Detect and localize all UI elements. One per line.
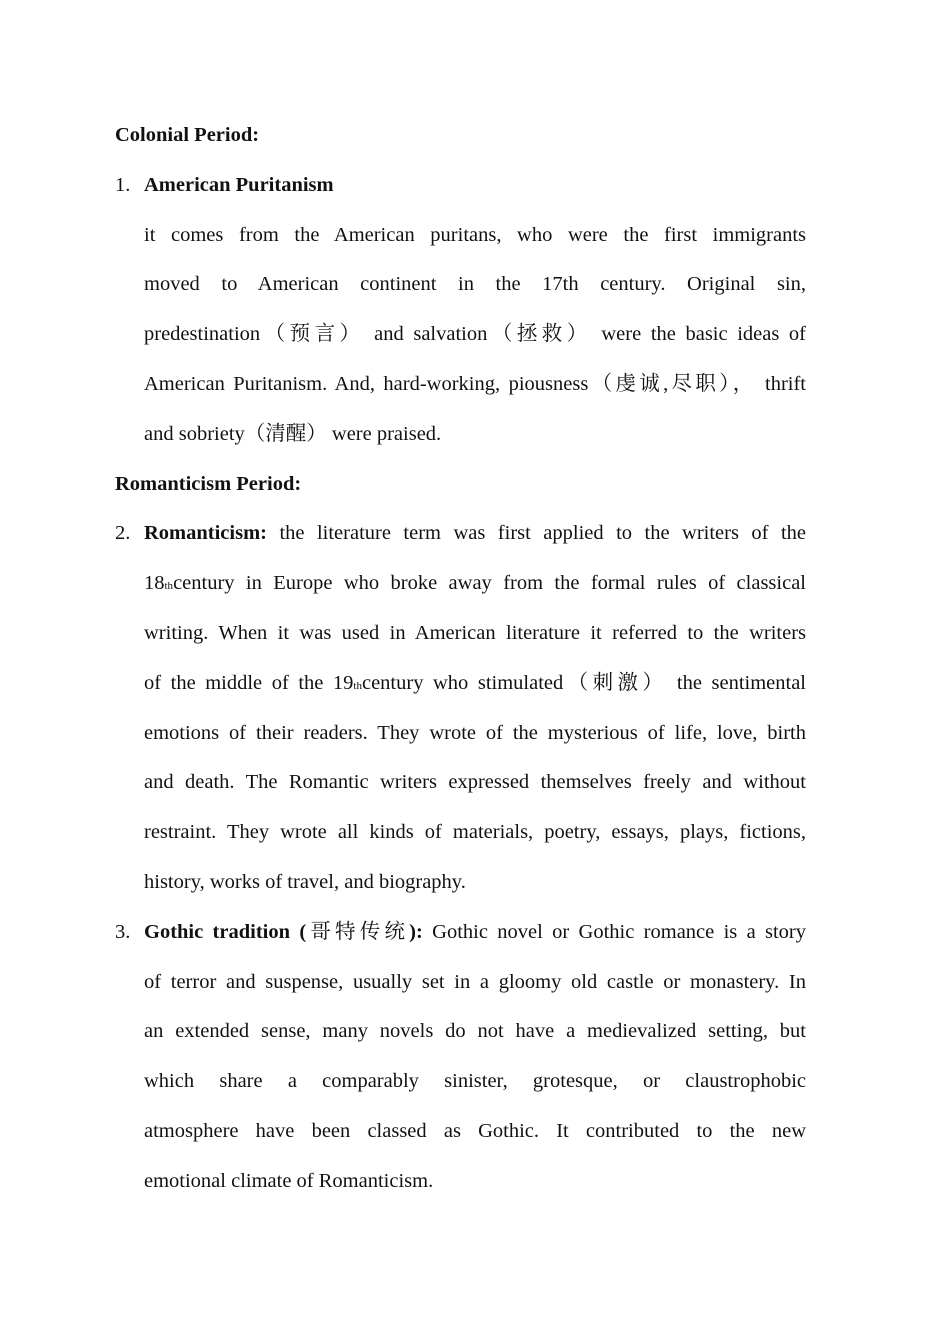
line-text [144, 958, 806, 1008]
text-line [0, 360, 950, 410]
text-line [0, 808, 950, 858]
line-text [144, 1057, 806, 1107]
text-segment: 18 [144, 572, 165, 595]
line-text [144, 559, 806, 612]
line-text [144, 908, 806, 958]
line-text [144, 360, 806, 410]
text-line [0, 1057, 950, 1107]
line-text [144, 808, 806, 858]
text-segment: an extended sense, many novels do not have a medievalized setting, but [144, 1020, 806, 1043]
text-line [0, 1007, 950, 1057]
text-line [0, 211, 950, 261]
text-segment: predestination（预言） and salvation（拯救） were the basic ideas of [144, 323, 806, 346]
line-text [144, 410, 806, 460]
ordinal-suffix: th [353, 679, 362, 692]
line-text [144, 609, 806, 659]
text-segment: restraint. They wrote all kinds of materials, poetry, essays, plays, fictions, [144, 821, 806, 844]
text-line [0, 161, 950, 211]
line-text [144, 161, 806, 211]
list-number: 1. [115, 173, 131, 196]
text-segment: atmosphere have been classed as Gothic. It contributed to the new [144, 1119, 806, 1142]
text-segment: of the middle of the 19 [144, 671, 354, 694]
line-text [144, 1007, 806, 1057]
bold-term: Gothic tradition ( [144, 920, 307, 943]
text-line [0, 609, 950, 659]
text-line [0, 758, 950, 808]
text-line [0, 559, 950, 609]
line-text [144, 1157, 806, 1207]
bold-term: American Puritanism [144, 173, 334, 196]
text-line [0, 1107, 950, 1157]
line-text [144, 858, 806, 908]
text-segment: writing. When it was used in American literature it referred to the writers [144, 621, 806, 644]
text-line [0, 659, 950, 709]
bold-term: ): [409, 920, 423, 943]
section-heading: Romanticism Period: [115, 472, 302, 495]
text-segment: emotional climate of Romanticism. [144, 1169, 434, 1192]
line-text [144, 1107, 806, 1157]
text-segment: of terror and suspense, usually set in a gloomy old castle or monastery. In [144, 970, 806, 993]
text-segment: moved to American continent in the 17th century. Original sin, [144, 273, 806, 296]
line-text [144, 659, 806, 712]
text-segment: and sobriety（清醒） were praised. [144, 422, 442, 445]
line-text [144, 260, 806, 310]
text-line [0, 908, 950, 958]
document-page [0, 111, 950, 1207]
text-segment: it comes from the American puritans, who were the first immigrants [144, 223, 806, 246]
line-text [144, 758, 806, 808]
text-segment: emotions of their readers. They wrote of the mysterious of life, love, birth [144, 721, 806, 744]
text-line [0, 709, 950, 759]
list-number: 3. [115, 920, 131, 943]
ordinal-suffix: th [164, 580, 174, 593]
bold-term: Romanticism: [144, 522, 267, 545]
line-text [144, 509, 806, 559]
text-segment: 哥特传统 [306, 920, 410, 943]
text-segment: and death. The Romantic writers expressed themselves freely and without [144, 771, 806, 794]
text-line [0, 958, 950, 1008]
text-segment: history, works of travel, and biography. [144, 870, 466, 893]
text-segment: which share a comparably sinister, grotesque, or claustrophobic [144, 1070, 806, 1093]
line-text [144, 211, 806, 261]
text-line [0, 509, 950, 559]
text-segment: the literature term was first applied to the writers of the [266, 522, 806, 545]
line-text [144, 709, 806, 759]
text-segment: century in Europe who broke away from the formal rules of classical [173, 572, 806, 595]
list-number: 2. [115, 522, 131, 545]
text-segment: Gothic novel or Gothic romance is a story [422, 920, 806, 943]
text-line [0, 858, 950, 908]
text-segment: American Puritanism. And, hard-working, piousness（虔诚,尽职）， thrift [144, 372, 806, 395]
text-segment: century who stimulated（刺激） the sentimental [361, 671, 806, 694]
line-text [144, 310, 806, 360]
section-heading: Colonial Period: [115, 124, 260, 146]
text-line [0, 310, 950, 360]
text-line [0, 1157, 950, 1207]
text-line [0, 260, 950, 310]
text-line [0, 410, 950, 460]
